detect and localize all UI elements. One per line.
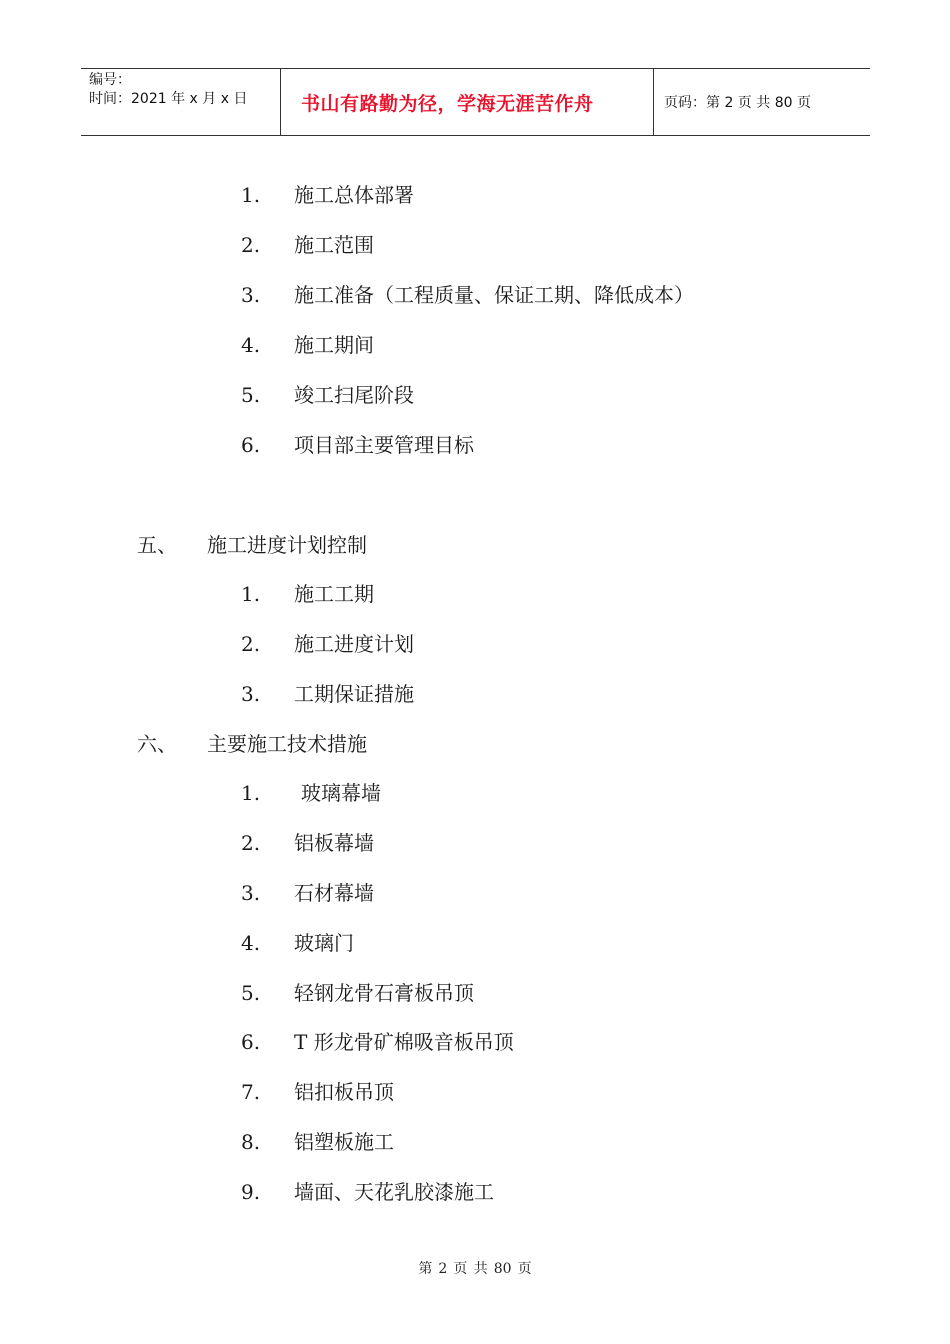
item-number: 5. [241, 981, 261, 1005]
item-number: 2. [241, 632, 261, 656]
page-header [81, 68, 870, 136]
item-text: 石材幕墙 [294, 881, 374, 905]
header-meta-cell [81, 69, 281, 135]
item-number: 2. [241, 831, 261, 855]
item-text: 施工准备（工程质量、保证工期、降低成本） [294, 283, 694, 307]
footer-page-total: 80 [493, 1261, 512, 1277]
item-number: 1. [241, 183, 261, 207]
item-number: 4. [241, 931, 261, 955]
item-text: 玻璃门 [294, 931, 354, 955]
item-number: 3. [241, 682, 261, 706]
item-text: 铝板幕墙 [294, 831, 374, 855]
item-text: 玻璃幕墙 [301, 781, 381, 805]
section-title: 施工进度计划控制 [207, 533, 367, 557]
header-motto: 书山有路勤为径，学海无涯苦作舟 [301, 92, 594, 115]
item-number: 3. [241, 283, 261, 307]
item-text: 施工期间 [294, 333, 374, 357]
header-page-info: 页码：第 2 页 共 80 页 [664, 95, 811, 111]
item-number: 9. [241, 1180, 261, 1204]
item-text: 铝塑板施工 [294, 1130, 394, 1154]
item-text: 竣工扫尾阶段 [294, 383, 414, 407]
item-text: 工期保证措施 [294, 682, 414, 706]
header-page-cell [654, 69, 870, 135]
item-text: 施工工期 [294, 582, 374, 606]
item-number: 2. [241, 233, 261, 257]
item-number: 7. [241, 1080, 261, 1104]
item-text: T 形龙骨矿棉吸音板吊顶 [294, 1030, 514, 1054]
section-title: 主要施工技术措施 [207, 732, 367, 756]
item-number: 3. [241, 881, 261, 905]
footer-page-current: 2 [438, 1261, 448, 1277]
footer-page-prefix: 第 [418, 1261, 433, 1277]
item-number: 8. [241, 1130, 261, 1154]
item-text: 轻钢龙骨石膏板吊顶 [294, 981, 474, 1005]
item-text: 墙面、天花乳胶漆施工 [294, 1180, 494, 1204]
item-number: 4. [241, 333, 261, 357]
item-number: 1. [241, 582, 261, 606]
item-number: 1. [241, 781, 261, 805]
header-motto-cell [281, 69, 654, 135]
footer-page-mid: 页 共 [453, 1261, 488, 1277]
item-number: 6. [241, 1030, 261, 1054]
document-number-label: 编号： [89, 72, 131, 88]
item-text: 项目部主要管理目标 [294, 433, 474, 457]
item-text: 施工总体部署 [294, 183, 414, 207]
item-text: 施工进度计划 [294, 632, 414, 656]
item-number: 5. [241, 383, 261, 407]
item-text: 施工范围 [294, 233, 374, 257]
document-time-label: 时间：2021 年 x 月 x 日 [89, 91, 248, 107]
footer-page-suffix: 页 [517, 1261, 532, 1277]
page-footer [0, 1258, 950, 1278]
item-text: 铝扣板吊顶 [294, 1080, 394, 1104]
section-number: 六、 [137, 732, 177, 756]
section-number: 五、 [137, 533, 177, 557]
item-number: 6. [241, 433, 261, 457]
